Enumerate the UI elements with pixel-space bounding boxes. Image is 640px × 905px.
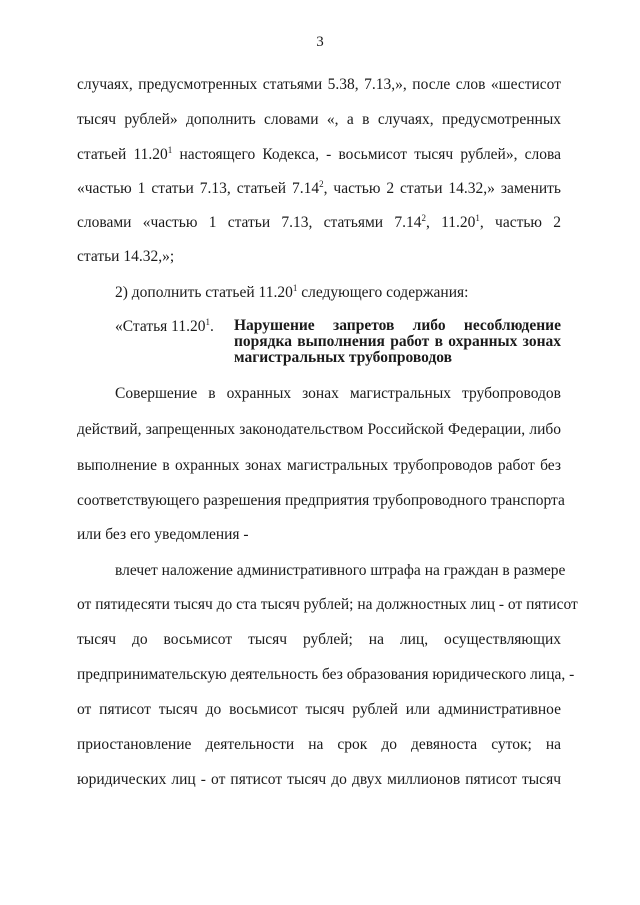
superscript: 1 xyxy=(292,283,298,293)
text-fragment: , 11.20 xyxy=(425,214,476,231)
text-fragment: «частью 1 статьи 7.13, статьей 7.14 xyxy=(77,180,320,197)
text-line xyxy=(77,180,561,198)
paragraph-line: или без его уведомления - xyxy=(77,526,249,543)
superscript: 1 xyxy=(167,145,173,155)
paragraph-line: влечет наложение административного штрафа на граждан в размере xyxy=(115,562,566,579)
text-fragment: . xyxy=(209,318,214,335)
paragraph-line: тысяч до восьмисот тысяч рублей; на лиц, осуществляющих xyxy=(77,631,561,648)
text-fragment: словами «частью 1 статьи 7.13, статьями 7.14 xyxy=(77,214,422,231)
text-fragment: настоящего Кодекса, - восьмисот тысяч рублей», слова xyxy=(172,146,561,163)
article-title-line: магистральных трубопроводов xyxy=(234,349,453,366)
article-label xyxy=(115,318,214,336)
text-fragment: «Статья 11.20 xyxy=(115,318,206,335)
paragraph-line: от пятисот тысяч до восьмисот тысяч рублей или административное xyxy=(77,701,561,718)
paragraph-line: Совершение в охранных зонах магистральных трубопроводов xyxy=(115,385,561,402)
text-fragment: 2) дополнить статьей 11.20 xyxy=(115,284,293,301)
text-fragment: следующего содержания: xyxy=(297,284,469,301)
paragraph-line: от пятидесяти тысяч до ста тысяч рублей; на должностных лиц - от пятисот xyxy=(77,596,578,613)
text-line xyxy=(77,146,561,164)
article-title xyxy=(234,318,561,366)
superscript: 1 xyxy=(205,317,210,327)
paragraph-line: действий, запрещенных законодательством Российской Федерации, либо xyxy=(77,421,561,438)
text-fragment: , частью 2 xyxy=(479,214,561,231)
paragraph-line: соответствующего разрешения предприятия трубопроводного транспорта xyxy=(77,492,565,509)
superscript: 1 xyxy=(475,213,480,223)
paragraph-line: выполнение в охранных зонах магистральных трубопроводов работ без xyxy=(77,457,561,474)
paragraph-line: предпринимательскую деятельность без образования юридического лица, - xyxy=(77,666,575,683)
superscript: 2 xyxy=(421,213,426,223)
text-fragment: , частью 2 статьи 14.32,» заменить xyxy=(323,180,561,197)
paragraph-line: юридических лиц - от пятисот тысяч до двух миллионов пятисот тысяч xyxy=(77,771,561,788)
superscript: 2 xyxy=(319,179,324,189)
text-line: тысяч рублей» дополнить словами «, а в случаях, предусмотренных xyxy=(77,111,561,128)
article-title-line: порядка выполнения работ в охранных зонах xyxy=(234,333,561,350)
page-number: 3 xyxy=(316,34,324,50)
text-line: статьи 14.32,»; xyxy=(77,248,175,265)
text-line xyxy=(77,214,561,232)
article-title-line: Нарушение запретов либо несоблюдение xyxy=(234,317,561,334)
text-line: случаях, предусмотренных статьями 5.38, 7.13,», после слов «шестисот xyxy=(77,76,561,93)
paragraph-line: приостановление деятельности на срок до девяноста суток; на xyxy=(77,736,561,753)
text-fragment: статьей 11.20 xyxy=(77,146,168,163)
item-2-line xyxy=(115,284,561,302)
